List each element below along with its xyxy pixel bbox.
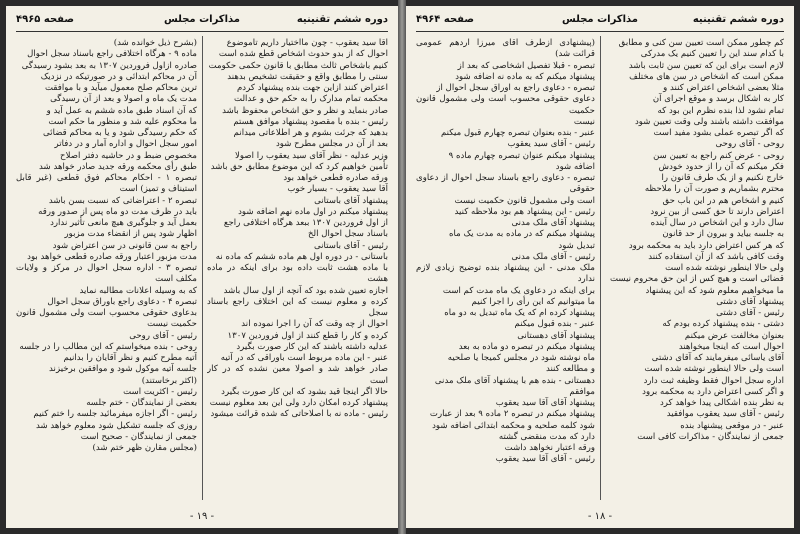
left-page-column-right [207,38,388,504]
text-line: صادر بنماید و نظر و حق اشخاص محفوظ باشد [222,105,388,116]
text-line: که حکم رسیدگی شود و یا به محاکم قضائی [43,128,197,138]
left-page-header [16,12,388,30]
text-line: رئیس - بنده با مقصود پیشنهاد موافق هستم [233,116,388,127]
text-line: و اگر کسی اعتراض دارد به محکمه برود [642,386,784,397]
text-line: است ولی مشمول قانون حکمیت نیست [454,195,595,206]
text-line: موافقم [569,386,595,397]
right-page-title: مذاکرات مجلس [561,14,639,25]
text-line: صادر خواهد شد و اصولا معین نشده که در کار است [207,364,388,386]
left-page-column-left [16,38,197,504]
text-line: پیشنهاد کرده امکان دارد ولی این بعد معلوم نیست [209,398,388,408]
text-line: است ولی حالا اینطور نوشته شده است [644,364,784,375]
text-line: صادره ازاول فروردین ۱۳۰۷ به بعد بشود رسیدگی [21,60,197,71]
text-line: عنبر - این ماده مربوط است باوراقی که در آتیه [220,353,388,363]
text-line: ورقه صادره قطعی خواهد بود [283,173,388,183]
text-line: کرده و کار را قطع کنند از اول فروردین ۱۳۰۷ [227,330,388,341]
text-line: عنبر - بنده بعنوان تبصره چهارم قبول میکنم [440,128,595,138]
text-line: تبصره ۱ - احکام محاکم فوق قطعی (غیر قابل استیناف و تمیز) است [16,173,197,195]
text-line: که آن اسناد طبق ماده ششم به عمل آید و [46,105,197,116]
text-line: باسناد سجل احوال الخ [307,229,388,240]
text-line: کرده و معلوم نیست که این اختلاف راجع باسناد سجل [207,296,388,318]
text-line: طبق رأی محکمه ورقه جدید صادر خواهد شد [39,161,197,172]
left-page-number: صفحه ۴۹۶۵ [16,14,75,25]
text-line: عنبر - بنده قبول میکنم [514,319,595,330]
text-line: (پیشنهادی ازطرف آقای میرزا اردهم عمومی قرائت شد) [416,38,595,60]
text-line: (بشرح ذیل خوانده شد) [113,38,197,48]
text-line: مثلا بعضی اشخاص اعتراض کنند و [663,83,784,93]
text-line: ممکن است که اشخاص در سن های مختلف [629,71,784,82]
text-line: تبدیل شود [558,240,595,251]
left-page-title: مذاکرات مجلس [163,14,241,25]
text-line: اجازه تعیین شده بود که آنچه از اول سال باشد [223,285,388,296]
text-line: اعتراض کنند ازاین جهت بنده پیشنهاد کردم [236,83,388,93]
text-line: حالا اگر اینجا قید بشود که این کار صورت بگیرد [221,386,388,397]
text-line: ولی حالا اینطور نوشته شده است [665,263,784,273]
text-line: آتیه مطرح کنیم و نظر آقایان را بدانیم [63,353,197,363]
text-line: رئیس - اکثریت است [123,386,197,397]
text-line: آقای یاسائی میفرمایند که آقای دشتی [651,353,784,363]
text-line: رئیس - آقای ملک مدنی [511,251,595,262]
text-line: فکر میکنم که آن را از حدود خودش [658,161,784,172]
book-spine [398,0,406,534]
text-line: رئیس - این پیشنهاد هم بود ملاحظه کنید [454,206,595,217]
text-line: رئیس - آقای سید یعقوب موافقید [666,409,784,420]
text-line: ملک مدنی - این پیشنهاد بنده توضیح زیادی لازم ندارد [416,263,595,285]
text-line: که به وسیله اعلانات مطالبه نماید [79,285,197,296]
text-line: احوال از چه وقت که آن را اجرا نموده اند [241,319,388,330]
text-line: تبصره - قبلا تفصیل اشخاصی که بعد از [457,60,595,71]
text-line: رئیس - آقای دشتی [716,308,784,318]
text-line: پیشنهاد میکنم در تبصره دو ماده به بعد [458,341,595,352]
text-line: بدهید که جرئت بشوم و هر اطلاعاتی میدانم [233,128,388,138]
text-line: بعضی از نمایندگان - ختم جلسه [86,398,197,408]
text-line: ما میخواهیم معلوم شود که این پیشنهاد [645,285,784,296]
left-header-rule [16,31,388,32]
left-page [6,6,398,528]
right-column-divider [600,36,601,500]
text-line: آقا سید یعقوب - بسیار خوب [287,184,388,195]
text-line: بدعاوی حقوقی محسوب است ولی مشمول قانون حکمیت نیست [16,308,197,330]
text-line: راجع به سن قانونی در سن اعتراض شود [52,240,197,251]
left-page-footer: - ۱۹ - [189,511,215,522]
text-line: وقت کافی باشد که از آن استفاده کنند [648,251,784,262]
text-line: تبصره ۲ - اعتراضاتی که نسبت بسن باشد [48,195,197,206]
text-line: با ماده هشت ثابت داده بود برای اینکه در ماده هشت [207,263,388,285]
text-line: به جلسه بیاید و بیرون از حد قانون [662,229,784,240]
text-line: دعاوی حقوقی محسوب است ولی مشمول قانون حکمیت [416,94,595,116]
text-line: پیشنهاد میکنم که به ماده نه اضافه شود [455,71,595,82]
text-line: سال دارد و این اشخاص در سال آینده [650,218,784,228]
right-page-number: صفحه ۴۹۶۴ [416,14,475,25]
text-line: مدت یک ماه و اصولا و بعد از آن رسیدگی [50,94,197,105]
text-line: دشتی - بنده پیشنهاد کرده بودم که [662,319,784,330]
text-line: اداره سجل احوال فقط وظیفه ثبت دارد [643,375,784,386]
text-line: رئیس - ماده نه با اصلاحاتی که شده قرائت میشود [210,409,388,420]
text-line: شود کلمه صلحیه و محکمه ابتدائی اضافه شود [432,420,595,431]
text-line: و مطالعه کنند [545,364,595,375]
text-line: ما میتوانیم که این رأی را اجرا کنیم [471,296,595,307]
text-line: ورقه اعتبار نخواهد داشت [504,443,595,453]
text-line: مدت مزبور اعتبار ورقه صادره قطعی خواهد بود [27,251,197,262]
text-line: تأمین خواهیم کرد که این موضوع مطابق حق باشد [210,161,388,172]
text-line: تبصره ۴ - دعاوی راجع باوراق سجل احوال [47,296,197,307]
text-line: احوال که از بدو حدوث اشخاص قطع شده است [218,49,388,60]
text-line: پیشنهاد کرده ام که یک ماه تبدیل به دو ماه [444,308,595,318]
text-line: احوال است که اینجا میخواهند [678,341,784,352]
text-line: ترین محاکم صلح معمول میآید و با موافقت [44,83,197,93]
right-page-footer: - ۱۸ - [587,511,613,522]
text-line: رئیس - آقای سید یعقوب [507,139,595,150]
text-line: باید در ظرف مدت دو ماه پس از صدور ورقه [38,206,197,217]
text-line: تمام نشود لذا بنده نظرم این بود که [657,105,784,116]
text-line: که اگر تبصره عملی بشود مفید است [653,128,784,138]
text-line: پیشنهاد آقای دهستانی [517,330,595,341]
text-line: جمعی از نمایندگان - صحیح است [80,431,197,442]
text-line: ما محکوم علیه شد و منظور ما حکم است [48,116,197,127]
text-line: مخصوص ضبط و در حاشیه دفتر اصلاح [60,150,197,161]
text-line: رئیس - آقای روحی [129,330,197,341]
text-line: کم چطور ممکن است تعیین سن کنی و مطابق [618,38,784,48]
text-line: عدلیه داشته باشند که این کار صورت بگیرد [236,341,388,352]
text-line: تبصره - دعاوی راجع به اوراق سجل احوال از [436,83,595,93]
text-line: پیشنهاد میکنم در اول ماده نهم اضافه شود [238,206,388,217]
text-line: جمعی از نمایندگان - مذاکرات کافی است [637,431,784,442]
text-line: کنیم و اشخاص هم در این باب حق [662,195,784,206]
text-line: با کدام سند این را تعیین کنیم یک مدرکی [640,49,784,60]
text-line: روحی - عرض کنم راجع به تعیین سن [653,150,784,161]
text-line: محکمه تمام مدارک را به حکم حق و عدالت [234,94,388,105]
left-session-label: دوره ششم تقنینیه [296,14,388,25]
text-line: پیشنهاد میکنم که در ماده به مدت یک ماه [449,229,595,240]
right-session-label: دوره ششم تقنینیه [692,14,784,25]
text-line: روحی - بنده میخواستم که این مطالب را در جلسه [19,341,197,352]
text-line: بعد از آن در مجلس مطرح شود [275,139,388,150]
right-page-column-right [605,38,784,504]
text-line: دهستانی - بنده هم با پیشنهاد آقای ملک مدنی [434,375,595,386]
text-line: رئیس - آقای آقا سید یعقوب [495,454,595,465]
text-line: سنتی را مطابق واقع و حقیقت تشخیص بدهند [227,71,388,82]
text-line: بعمل آید و جلوگیری هیچ مانعی تأثیر ندارد [50,218,197,228]
right-header-rule [416,31,784,32]
text-line: برای اینکه در دعاوی یک ماه مدت کم است [442,285,595,296]
text-line: پیشنهاد آقای باستانی [314,195,388,206]
text-line: جلسه آتیه موکول شود و موافقین برخیزند [49,364,197,375]
text-line: کار به اشکال برسد و موقع اجرای آن [652,94,784,105]
text-line: به نظر بنده اشکالی پیدا خواهد کرد [659,398,784,408]
text-line: عنبر - در موقعی پیشنهاد بنده [680,420,784,431]
left-column-divider [202,36,203,500]
text-line: رئیس - آقای باستانی [313,240,388,251]
text-line: پیشنهاد آقای آقا سید یعقوب [495,398,595,408]
text-line: اظهار شود پس از انقضاء مدت مزبور [64,229,197,240]
text-line: (اکثر برخاستند) [141,375,197,386]
text-line: آقا سید یعقوب - چون مااختیار داریم تاموضوع [226,38,388,48]
text-line: وزیر عدلیه - نظر آقای سید یعقوب را اصولا [235,150,388,161]
text-line: (مجلس مقارن ظهر ختم شد) [92,443,197,453]
text-line: روزی که جلسه تشکیل شود معلوم خواهد شد [35,420,197,431]
text-line: اعتراض دارند تا حق کسی از بین نرود [650,206,784,217]
text-line: تبصره - دعاوی راجع باسناد سجل احوال از دعاوی حقوقی [416,173,595,195]
text-line: اضافه شود [555,161,595,172]
text-line: دارد که مدت منقضی گشته [498,431,595,442]
text-line: نیست [573,116,595,127]
text-line: رئیس - اگر اجازه میفرمائید جلسه را ختم کنیم [33,409,197,420]
text-line: امور سجل احوال و اداره آمار و در دفاتر [54,139,197,150]
text-line: پیشنهاد آقای ملک مدنی [511,218,595,228]
text-line: ماه نوشته شود در مجلس کمیجا یا صلحیه [447,353,595,363]
text-line: پیشنهاد آقای دشتی [716,296,784,307]
text-line: بعنوان مخالفت عرض میکنم [684,330,784,341]
text-line: قضائی است و هیچ کس از این حق محروم نیست [609,274,784,285]
text-line: کنیم باشخاص ثالث مطابق با قانون حکمی حکومت [208,60,388,71]
text-line: روحی - آقای روحی [715,139,784,150]
text-line: پیشنهاد میکنم عنوان تبصره چهارم ماده ۹ [448,150,595,161]
right-page-column-left [416,38,595,504]
text-line: پیشنهاد میکنم در تبصره ۲ ماده ۹ بعد از عبارت [429,409,595,420]
text-line: تبصره ۳ - اداره سجل احوال در مرکز و ولایات مکلف است [16,263,197,285]
text-line: آن در محاکم ابتدائی و در صورتیکه در نزدیک [40,71,197,82]
text-line: باستانی - در دوره اول هم ماده ششم که ماده نه [215,251,388,262]
right-page [406,6,794,528]
text-line: از اول فروردین ۱۳۰۷ ببعد هرگاه اختلافی راجع [223,218,388,228]
text-line: خارج نکنیم و از یک طرف قانون را [661,173,784,183]
text-line: محترم بشماریم و صورت آن را ملاحظه [644,184,784,195]
right-page-header [416,12,784,30]
text-line: لازم است برای این که تعیین سن ثابت باشد [628,60,784,71]
text-line: ماده ۹ - هرگاه اختلافی راجع باسناد سجل احوال [27,49,197,60]
text-line: موافقت داشته باشند ولی وقت تعیین شود [634,116,784,127]
text-line: که هر کس اعتراض دارد باید به محکمه برود [628,240,784,251]
